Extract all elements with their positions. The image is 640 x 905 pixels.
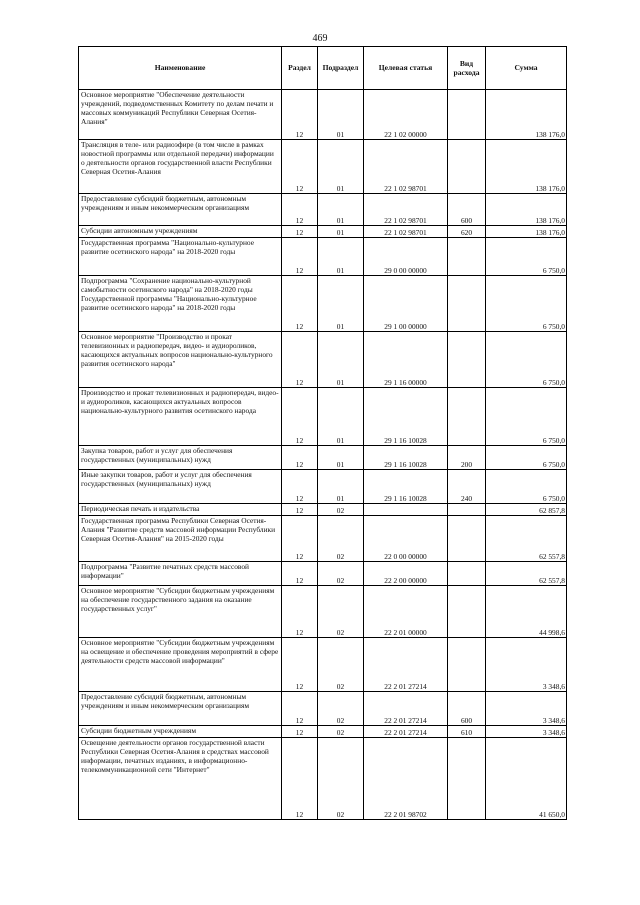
table-row [79, 226, 567, 238]
row-expense [448, 638, 486, 692]
row-section: 12 [282, 388, 318, 446]
row-section: 12 [282, 276, 318, 332]
row-name: Основное мероприятие "Субсидии бюджетным учреждениям на обеспечение государственного задания на оказание государственных услуг" [79, 586, 282, 638]
row-name: Основное мероприятие "Производство и прокат телевизионных и радиопередач, видео- и аудиороликов, касающихся актуальных вопросов национально-культурного развития осетинского народа" [79, 332, 282, 388]
row-amount: 6 750,0 [486, 238, 567, 276]
table-row [79, 516, 567, 562]
table-row [79, 388, 567, 446]
row-name: Предоставление субсидий бюджетным, автономным учреждениям и иным некоммерческим организациям [79, 194, 282, 226]
row-section: 12 [282, 140, 318, 194]
row-amount: 41 650,0 [486, 738, 567, 820]
row-section: 12 [282, 738, 318, 820]
row-target: 29 1 16 10028 [364, 388, 448, 446]
row-amount: 138 176,0 [486, 194, 567, 226]
table-row [79, 726, 567, 738]
table-row [79, 332, 567, 388]
table-row [79, 446, 567, 470]
table-row [79, 140, 567, 194]
row-name: Государственная программа Республики Северная Осетия-Алания "Развитие средств массовой информации Республики Северная Осетия-Алания" на 2015-2020 годы [79, 516, 282, 562]
row-expense: 240 [448, 470, 486, 504]
row-amount: 6 750,0 [486, 276, 567, 332]
table-row [79, 692, 567, 726]
row-section: 12 [282, 692, 318, 726]
row-amount: 6 750,0 [486, 388, 567, 446]
row-expense [448, 738, 486, 820]
row-target: 22 1 02 98701 [364, 140, 448, 194]
header-name: Наименование [79, 47, 282, 90]
row-subsection: 02 [318, 692, 364, 726]
row-subsection: 02 [318, 562, 364, 586]
row-expense [448, 562, 486, 586]
row-amount: 3 348,6 [486, 726, 567, 738]
row-expense [448, 140, 486, 194]
row-expense: 600 [448, 692, 486, 726]
row-target: 29 1 16 10028 [364, 470, 448, 504]
row-expense [448, 238, 486, 276]
row-subsection: 01 [318, 276, 364, 332]
row-section: 12 [282, 504, 318, 516]
row-amount: 62 857,8 [486, 504, 567, 516]
row-amount: 138 176,0 [486, 140, 567, 194]
row-expense [448, 90, 486, 140]
header-row [79, 47, 567, 90]
row-name: Иные закупки товаров, работ и услуг для обеспечения государственных (муниципальных) нужд [79, 470, 282, 504]
row-subsection: 01 [318, 90, 364, 140]
row-subsection: 01 [318, 238, 364, 276]
row-expense [448, 388, 486, 446]
row-amount: 3 348,6 [486, 692, 567, 726]
row-target: 22 1 02 98701 [364, 226, 448, 238]
row-target: 29 1 16 00000 [364, 332, 448, 388]
row-amount: 62 557,8 [486, 516, 567, 562]
row-amount: 138 176,0 [486, 90, 567, 140]
table-row [79, 470, 567, 504]
row-name: Производство и прокат телевизионных и радиопередач, видео- и аудиороликов, касающихся актуальных вопросов национально-культурного развития осетинского народа [79, 388, 282, 446]
row-name: Основное мероприятие "Обеспечение деятельности учреждений, подведомственных Комитету по делам печати и массовых коммуникаций Республики Северная Осетия-Алания" [79, 90, 282, 140]
row-amount: 44 998,6 [486, 586, 567, 638]
row-name: Субсидии автономным учреждениям [79, 226, 282, 238]
row-target: 22 2 01 27214 [364, 726, 448, 738]
row-subsection: 01 [318, 226, 364, 238]
row-name: Государственная программа "Национально-культурное развитие осетинского народа" на 2018-2020 годы [79, 238, 282, 276]
row-expense: 610 [448, 726, 486, 738]
page-number: 469 [312, 33, 328, 44]
row-expense: 600 [448, 194, 486, 226]
budget-table [78, 46, 567, 820]
row-name: Трансляция в теле- или радиоэфире (в том числе в рамках новостной программы или отдельной передачи) информации о деятельности органов государственной власти Республики Северная Осетия-Алания [79, 140, 282, 194]
row-name: Освещение деятельности органов государственной власти Республики Северная Осетия-Алания в средствах массовой информации, печатных изданиях, в информационно-телекоммуникационной сети "Интернет" [79, 738, 282, 820]
table-row [79, 562, 567, 586]
row-name: Предоставление субсидий бюджетным, автономным учреждениям и иным некоммерческим организациям [79, 692, 282, 726]
row-section: 12 [282, 726, 318, 738]
row-expense: 200 [448, 446, 486, 470]
row-target: 29 1 00 00000 [364, 276, 448, 332]
row-subsection: 01 [318, 332, 364, 388]
table-row [79, 638, 567, 692]
row-amount: 138 176,0 [486, 226, 567, 238]
row-expense [448, 504, 486, 516]
row-subsection: 01 [318, 140, 364, 194]
row-target: 22 2 01 98702 [364, 738, 448, 820]
table-row [79, 504, 567, 516]
row-section: 12 [282, 516, 318, 562]
row-amount: 6 750,0 [486, 470, 567, 504]
row-target: 22 2 01 27214 [364, 638, 448, 692]
row-target: 22 1 02 00000 [364, 90, 448, 140]
table-row [79, 738, 567, 820]
row-name: Основное мероприятие "Субсидии бюджетным учреждениям на освещение и обеспечение проведения мероприятий в сфере деятельности средств массовой информации" [79, 638, 282, 692]
row-section: 12 [282, 470, 318, 504]
row-target: 22 2 01 00000 [364, 586, 448, 638]
row-subsection: 02 [318, 738, 364, 820]
header-expense: Вид расхода [448, 47, 486, 90]
row-target: 22 2 01 27214 [364, 692, 448, 726]
row-section: 12 [282, 446, 318, 470]
row-name: Закупка товаров, работ и услуг для обеспечения государственных (муниципальных) нужд [79, 446, 282, 470]
row-amount: 6 750,0 [486, 332, 567, 388]
row-target: 22 1 02 98701 [364, 194, 448, 226]
row-subsection: 01 [318, 388, 364, 446]
row-target: 22 2 00 00000 [364, 562, 448, 586]
row-expense [448, 332, 486, 388]
row-expense [448, 276, 486, 332]
row-subsection: 02 [318, 726, 364, 738]
row-name: Подпрограмма "Сохранение национально-культурной самобытности осетинского народа" на 2018-2020 годы Государственной программы "Национально-культурное развитие осетинского народа" на 2018-2020 годы [79, 276, 282, 332]
row-name: Подпрограмма "Развитие печатных средств массовой информации" [79, 562, 282, 586]
row-expense: 620 [448, 226, 486, 238]
row-section: 12 [282, 332, 318, 388]
header-section: Раздел [282, 47, 318, 90]
row-section: 12 [282, 90, 318, 140]
header-target: Целевая статья [364, 47, 448, 90]
row-target [364, 504, 448, 516]
row-subsection: 01 [318, 446, 364, 470]
table-row [79, 194, 567, 226]
row-target: 22 0 00 00000 [364, 516, 448, 562]
row-target: 29 1 16 10028 [364, 446, 448, 470]
table-row [79, 238, 567, 276]
table-row [79, 276, 567, 332]
row-section: 12 [282, 238, 318, 276]
row-subsection: 02 [318, 516, 364, 562]
header-amount: Сумма [486, 47, 567, 90]
row-subsection: 02 [318, 638, 364, 692]
row-section: 12 [282, 226, 318, 238]
row-section: 12 [282, 562, 318, 586]
row-amount: 6 750,0 [486, 446, 567, 470]
row-amount: 3 348,6 [486, 638, 567, 692]
row-section: 12 [282, 586, 318, 638]
row-name: Субсидии бюджетным учреждениям [79, 726, 282, 738]
table-row [79, 586, 567, 638]
row-subsection: 02 [318, 504, 364, 516]
table-row [79, 90, 567, 140]
row-amount: 62 557,8 [486, 562, 567, 586]
row-subsection: 01 [318, 194, 364, 226]
row-target: 29 0 00 00000 [364, 238, 448, 276]
row-subsection: 02 [318, 586, 364, 638]
row-expense [448, 516, 486, 562]
header-subsection: Подраздел [318, 47, 364, 90]
row-section: 12 [282, 638, 318, 692]
row-expense [448, 586, 486, 638]
row-section: 12 [282, 194, 318, 226]
row-name: Периодическая печать и издательства [79, 504, 282, 516]
row-subsection: 01 [318, 470, 364, 504]
